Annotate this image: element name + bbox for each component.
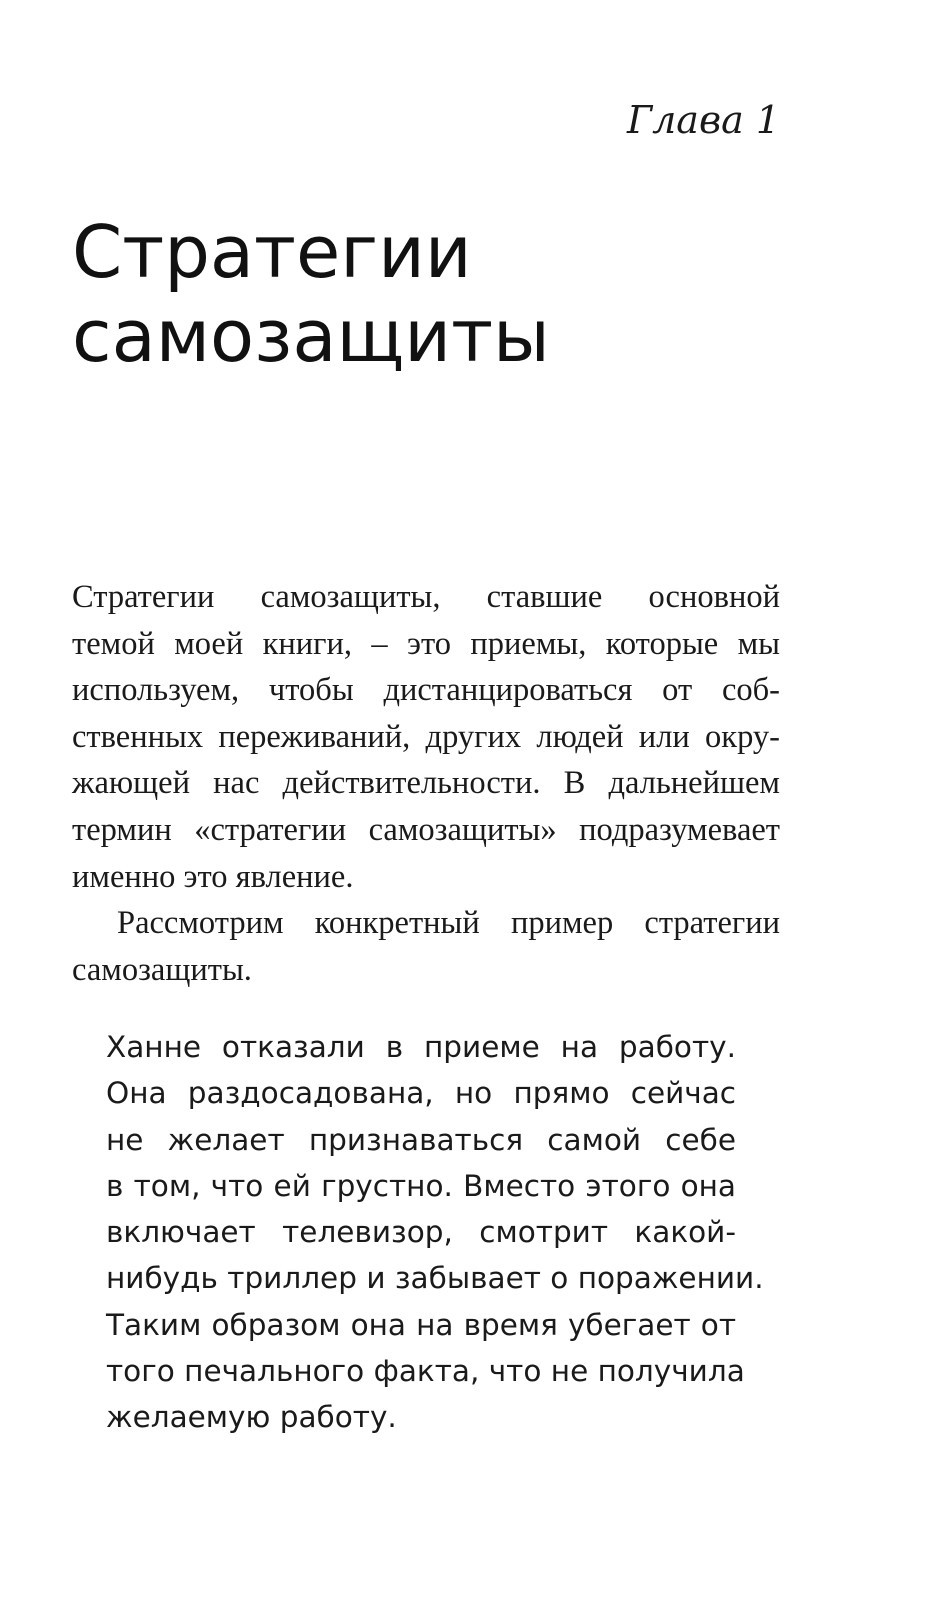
- body-text: [72, 574, 780, 993]
- chapter-title-line: Стратегии: [72, 210, 472, 294]
- example-line: желаемую работу.: [106, 1400, 397, 1435]
- text-line: ственных переживаний, других людей или окру-: [72, 718, 780, 755]
- text-line: темой моей книги, – это приемы, которые мы: [72, 625, 780, 662]
- chapter-title: [72, 210, 550, 378]
- chapter-label: Глава 1: [626, 98, 780, 142]
- text-line: используем, чтобы дистанцироваться от соб-: [72, 672, 780, 709]
- text-line: Рассмотрим конкретный пример стратегии: [117, 905, 780, 942]
- example-line: включает телевизор, смотрит какой-: [106, 1215, 736, 1250]
- text-line: Стратегии самозащиты, ставшие основной: [72, 579, 780, 615]
- text-line: самозащиты.: [72, 951, 252, 988]
- example-line: Таким образом она на время убегает от: [106, 1307, 736, 1342]
- text-line: жающей нас действительности. В дальнейшем: [72, 765, 780, 802]
- paragraph-2: [72, 900, 780, 993]
- text-line: именно это явление.: [72, 858, 354, 895]
- example-line: того печального факта, что не получила: [106, 1354, 745, 1389]
- example-line: Ханне отказали в приеме на работу.: [106, 1030, 736, 1064]
- example-line: Она раздосадована, но прямо сейчас: [106, 1076, 736, 1111]
- example-block: [106, 1024, 764, 1441]
- paragraph-1: [72, 574, 780, 900]
- example-line: нибудь триллер и забывает о поражении.: [106, 1261, 764, 1296]
- example-line: в том, что ей грустно. Вместо этого она: [106, 1168, 736, 1203]
- text-line: термин «стратегии самозащиты» подразумевает: [72, 811, 780, 848]
- example-line: не желает признаваться самой себе: [106, 1122, 736, 1157]
- chapter-title-line: самозащиты: [72, 294, 550, 378]
